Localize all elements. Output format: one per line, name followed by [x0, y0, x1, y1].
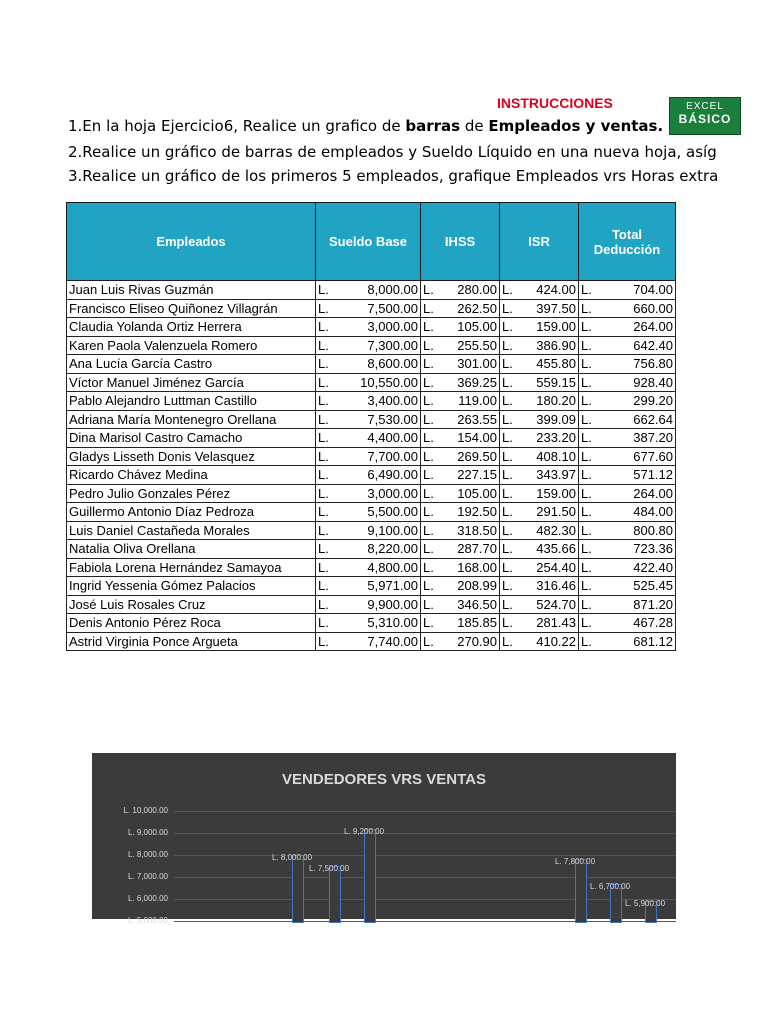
currency-cell: L. — [500, 373, 517, 392]
table-row — [67, 373, 676, 392]
currency-cell: L. — [421, 392, 438, 411]
chart-bar — [292, 855, 304, 923]
employee-name-cell: Ingrid Yessenia Gómez Palacios — [67, 577, 316, 596]
currency-cell: L. — [316, 281, 333, 300]
amount-cell: 4,400.00 — [332, 429, 421, 448]
currency-cell: L. — [579, 503, 596, 522]
currency-cell: L. — [500, 299, 517, 318]
amount-cell: 119.00 — [437, 392, 500, 411]
currency-cell: L. — [500, 577, 517, 596]
currency-cell: L. — [500, 595, 517, 614]
amount-cell: 681.12 — [595, 632, 676, 651]
amount-cell: 7,500.00 — [332, 299, 421, 318]
amount-cell: 369.25 — [437, 373, 500, 392]
currency-cell: L. — [421, 466, 438, 485]
excel-basico-logo — [669, 97, 741, 135]
bar-data-label: L. 7,500.00 — [309, 864, 350, 873]
amount-cell: 6,490.00 — [332, 466, 421, 485]
amount-cell: 159.00 — [516, 484, 579, 503]
employee-name-cell: Astrid Virginia Ponce Argueta — [67, 632, 316, 651]
currency-cell: L. — [316, 318, 333, 337]
currency-cell: L. — [316, 336, 333, 355]
currency-cell: L. — [421, 410, 438, 429]
y-tick-label: L. 8,000.00 — [127, 850, 168, 859]
y-tick-label: L. 9,000.00 — [127, 828, 168, 837]
currency-cell: L. — [500, 355, 517, 374]
currency-cell: L. — [316, 632, 333, 651]
currency-cell: L. — [500, 632, 517, 651]
currency-cell: L. — [421, 281, 438, 300]
amount-cell: 269.50 — [437, 447, 500, 466]
currency-cell: L. — [316, 466, 333, 485]
employee-name-cell: Francisco Eliseo Quiñonez Villagrán — [67, 299, 316, 318]
amount-cell: 704.00 — [595, 281, 676, 300]
currency-cell: L. — [500, 484, 517, 503]
bar-data-label: L. 6,700.00 — [590, 881, 631, 891]
employee-name-cell: Denis Antonio Pérez Roca — [67, 614, 316, 633]
gridline — [174, 811, 676, 812]
amount-cell: 270.90 — [437, 632, 500, 651]
amount-cell: 723.36 — [595, 540, 676, 559]
currency-cell: L. — [316, 392, 333, 411]
amount-cell: 756.80 — [595, 355, 676, 374]
instruction-3: 3.Realice un gráfico de los primeros 5 empleados, grafique Empleados vrs Horas extra — [68, 167, 719, 185]
currency-cell: L. — [579, 410, 596, 429]
amount-cell: 254.40 — [516, 558, 579, 577]
amount-cell: 3,000.00 — [332, 484, 421, 503]
bar-data-label: L. 5,900.00 — [625, 899, 666, 909]
employee-name-cell: Natalia Oliva Orellana — [67, 540, 316, 559]
employee-name-cell: Pablo Alejandro Luttman Castillo — [67, 392, 316, 411]
currency-cell: L. — [579, 577, 596, 596]
table-row — [67, 577, 676, 596]
amount-cell: 301.00 — [437, 355, 500, 374]
table-row — [67, 355, 676, 374]
amount-cell: 7,300.00 — [332, 336, 421, 355]
currency-cell: L. — [500, 447, 517, 466]
table-row — [67, 521, 676, 540]
currency-cell: L. — [579, 484, 596, 503]
currency-cell: L. — [579, 336, 596, 355]
currency-cell: L. — [579, 318, 596, 337]
currency-cell: L. — [579, 614, 596, 633]
table-row — [67, 503, 676, 522]
chart-bar — [329, 866, 341, 923]
table-body — [67, 281, 676, 651]
amount-cell: 455.80 — [516, 355, 579, 374]
table-row — [67, 614, 676, 633]
currency-cell: L. — [421, 318, 438, 337]
employee-name-cell: Karen Paola Valenzuela Romero — [67, 336, 316, 355]
table-row — [67, 595, 676, 614]
currency-cell: L. — [316, 503, 333, 522]
currency-cell: L. — [579, 281, 596, 300]
currency-cell: L. — [579, 632, 596, 651]
currency-cell: L. — [579, 373, 596, 392]
logo-line2: BÁSICO — [678, 112, 732, 126]
table-row — [67, 447, 676, 466]
amount-cell: 8,000.00 — [332, 281, 421, 300]
table-row — [67, 318, 676, 337]
employee-name-cell: José Luis Rosales Cruz — [67, 595, 316, 614]
instruction-2: 2.Realice un gráfico de barras de empleados y Sueldo Líquido en una nueva hoja, asíg — [68, 143, 717, 161]
header-isr: ISR — [500, 203, 579, 281]
employee-name-cell: Luis Daniel Castañeda Morales — [67, 521, 316, 540]
currency-cell: L. — [579, 447, 596, 466]
amount-cell: 5,310.00 — [332, 614, 421, 633]
currency-cell: L. — [316, 355, 333, 374]
currency-cell: L. — [421, 632, 438, 651]
amount-cell: 255.50 — [437, 336, 500, 355]
y-tick-label: L. 7,000.00 — [127, 872, 168, 881]
amount-cell: 467.28 — [595, 614, 676, 633]
currency-cell: L. — [316, 540, 333, 559]
header-empleados: Empleados — [67, 203, 316, 281]
currency-cell: L. — [421, 540, 438, 559]
amount-cell: 9,900.00 — [332, 595, 421, 614]
currency-cell: L. — [421, 577, 438, 596]
table-row — [67, 484, 676, 503]
amount-cell: 262.50 — [437, 299, 500, 318]
header-ihss: IHSS — [421, 203, 500, 281]
currency-cell: L. — [316, 521, 333, 540]
amount-cell: 208.99 — [437, 577, 500, 596]
currency-cell: L. — [579, 299, 596, 318]
amount-cell: 5,500.00 — [332, 503, 421, 522]
amount-cell: 185.85 — [437, 614, 500, 633]
amount-cell: 287.70 — [437, 540, 500, 559]
y-tick-label: L. 6,000.00 — [127, 894, 168, 903]
amount-cell: 299.20 — [595, 392, 676, 411]
currency-cell: L. — [500, 540, 517, 559]
amount-cell: 424.00 — [516, 281, 579, 300]
currency-cell: L. — [579, 521, 596, 540]
employee-name-cell: Guillermo Antonio Díaz Pedroza — [67, 503, 316, 522]
currency-cell: L. — [316, 577, 333, 596]
currency-cell: L. — [500, 410, 517, 429]
amount-cell: 559.15 — [516, 373, 579, 392]
table-header-row — [67, 203, 676, 281]
amount-cell: 800.80 — [595, 521, 676, 540]
amount-cell: 105.00 — [437, 484, 500, 503]
table-row — [67, 410, 676, 429]
amount-cell: 399.09 — [516, 410, 579, 429]
gridline — [174, 833, 676, 834]
amount-cell: 3,400.00 — [332, 392, 421, 411]
currency-cell: L. — [579, 355, 596, 374]
header-total-deduccion: Total Deducción — [579, 203, 676, 281]
amount-cell: 7,700.00 — [332, 447, 421, 466]
amount-cell: 9,100.00 — [332, 521, 421, 540]
currency-cell: L. — [316, 373, 333, 392]
amount-cell: 435.66 — [516, 540, 579, 559]
amount-cell: 316.46 — [516, 577, 579, 596]
employee-name-cell: Adriana María Montenegro Orellana — [67, 410, 316, 429]
currency-cell: L. — [421, 299, 438, 318]
currency-cell: L. — [579, 558, 596, 577]
sales-bar-chart — [92, 753, 676, 925]
amount-cell: 10,550.00 — [332, 373, 421, 392]
chart-bar — [364, 829, 376, 923]
amount-cell: 871.20 — [595, 595, 676, 614]
currency-cell: L. — [316, 447, 333, 466]
logo-line1: EXCEL — [686, 101, 724, 112]
amount-cell: 677.60 — [595, 447, 676, 466]
instruction-1-bold-empleados: Empleados y ventas. — [488, 117, 664, 135]
gridline — [174, 921, 676, 922]
table-row — [67, 429, 676, 448]
currency-cell: L. — [421, 429, 438, 448]
table-row — [67, 540, 676, 559]
currency-cell: L. — [579, 540, 596, 559]
y-tick-label: L. 5,000.00 — [127, 916, 168, 925]
table-row — [67, 299, 676, 318]
instruction-1-mid: de — [460, 117, 489, 135]
amount-cell: 7,740.00 — [332, 632, 421, 651]
amount-cell: 168.00 — [437, 558, 500, 577]
currency-cell: L. — [500, 521, 517, 540]
currency-cell: L. — [421, 614, 438, 633]
employee-name-cell: Claudia Yolanda Ortiz Herrera — [67, 318, 316, 337]
instruction-1 — [68, 117, 675, 135]
instruction-1-text: 1.En la hoja Ejercicio6, Realice un grafico de — [68, 117, 406, 135]
currency-cell: L. — [500, 429, 517, 448]
amount-cell: 227.15 — [437, 466, 500, 485]
employee-name-cell: Ricardo Chávez Medina — [67, 466, 316, 485]
currency-cell: L. — [500, 318, 517, 337]
amount-cell: 343.97 — [516, 466, 579, 485]
currency-cell: L. — [421, 355, 438, 374]
amount-cell: 410.22 — [516, 632, 579, 651]
y-tick-label: L. 10,000.00 — [123, 806, 168, 815]
amount-cell: 928.40 — [595, 373, 676, 392]
amount-cell: 159.00 — [516, 318, 579, 337]
currency-cell: L. — [421, 595, 438, 614]
gridline — [174, 855, 676, 856]
instruction-1-bold-barras: barras — [405, 117, 461, 135]
instructions-title: INSTRUCCIONES — [497, 95, 613, 111]
currency-cell: L. — [316, 595, 333, 614]
bar-data-label: L. 7,800.00 — [555, 857, 596, 867]
currency-cell: L. — [421, 503, 438, 522]
employee-name-cell: Dina Marisol Castro Camacho — [67, 429, 316, 448]
employee-name-cell: Gladys Lisseth Donis Velasquez — [67, 447, 316, 466]
gridline — [174, 899, 676, 900]
employee-name-cell: Víctor Manuel Jiménez García — [67, 373, 316, 392]
amount-cell: 264.00 — [595, 318, 676, 337]
amount-cell: 180.20 — [516, 392, 579, 411]
currency-cell: L. — [500, 336, 517, 355]
employee-name-cell: Fabiola Lorena Hernández Samayoa — [67, 558, 316, 577]
table-row — [67, 392, 676, 411]
currency-cell: L. — [421, 336, 438, 355]
currency-cell: L. — [316, 429, 333, 448]
amount-cell: 642.40 — [595, 336, 676, 355]
amount-cell: 192.50 — [437, 503, 500, 522]
amount-cell: 524.70 — [516, 595, 579, 614]
currency-cell: L. — [500, 558, 517, 577]
employee-name-cell: Ana Lucía García Castro — [67, 355, 316, 374]
employee-table-container — [66, 202, 676, 651]
table-row — [67, 281, 676, 300]
amount-cell: 263.55 — [437, 410, 500, 429]
amount-cell: 280.00 — [437, 281, 500, 300]
currency-cell: L. — [421, 521, 438, 540]
amount-cell: 233.20 — [516, 429, 579, 448]
amount-cell: 386.90 — [516, 336, 579, 355]
amount-cell: 346.50 — [437, 595, 500, 614]
currency-cell: L. — [579, 595, 596, 614]
currency-cell: L. — [421, 558, 438, 577]
amount-cell: 154.00 — [437, 429, 500, 448]
table-row — [67, 336, 676, 355]
amount-cell: 408.10 — [516, 447, 579, 466]
employee-name-cell: Pedro Julio Gonzales Pérez — [67, 484, 316, 503]
currency-cell: L. — [316, 410, 333, 429]
currency-cell: L. — [316, 299, 333, 318]
chart-title: VENDEDORES VRS VENTAS — [282, 771, 486, 788]
amount-cell: 387.20 — [595, 429, 676, 448]
amount-cell: 660.00 — [595, 299, 676, 318]
currency-cell: L. — [500, 466, 517, 485]
amount-cell: 281.43 — [516, 614, 579, 633]
header-sueldo-base: Sueldo Base — [316, 203, 421, 281]
amount-cell: 484.00 — [595, 503, 676, 522]
bar-data-label: L. 9,200.00 — [344, 826, 385, 836]
table-row — [67, 466, 676, 485]
currency-cell: L. — [421, 373, 438, 392]
table-row — [67, 632, 676, 651]
gridline — [174, 877, 676, 878]
amount-cell: 571.12 — [595, 466, 676, 485]
amount-cell: 482.30 — [516, 521, 579, 540]
amount-cell: 8,600.00 — [332, 355, 421, 374]
table-row — [67, 558, 676, 577]
amount-cell: 662.64 — [595, 410, 676, 429]
amount-cell: 318.50 — [437, 521, 500, 540]
currency-cell: L. — [500, 503, 517, 522]
currency-cell: L. — [421, 447, 438, 466]
amount-cell: 7,530.00 — [332, 410, 421, 429]
amount-cell: 397.50 — [516, 299, 579, 318]
chart-bar — [575, 859, 587, 923]
currency-cell: L. — [316, 558, 333, 577]
bar-data-label: L. 8,000.00 — [272, 853, 313, 862]
currency-cell: L. — [500, 392, 517, 411]
currency-cell: L. — [500, 281, 517, 300]
currency-cell: L. — [421, 484, 438, 503]
currency-cell: L. — [579, 466, 596, 485]
currency-cell: L. — [316, 484, 333, 503]
amount-cell: 4,800.00 — [332, 558, 421, 577]
amount-cell: 525.45 — [595, 577, 676, 596]
amount-cell: 3,000.00 — [332, 318, 421, 337]
amount-cell: 264.00 — [595, 484, 676, 503]
currency-cell: L. — [579, 392, 596, 411]
amount-cell: 422.40 — [595, 558, 676, 577]
amount-cell: 5,971.00 — [332, 577, 421, 596]
employee-table — [66, 202, 676, 651]
employee-name-cell: Juan Luis Rivas Guzmán — [67, 281, 316, 300]
amount-cell: 291.50 — [516, 503, 579, 522]
currency-cell: L. — [500, 614, 517, 633]
amount-cell: 105.00 — [437, 318, 500, 337]
currency-cell: L. — [579, 429, 596, 448]
currency-cell: L. — [316, 614, 333, 633]
amount-cell: 8,220.00 — [332, 540, 421, 559]
